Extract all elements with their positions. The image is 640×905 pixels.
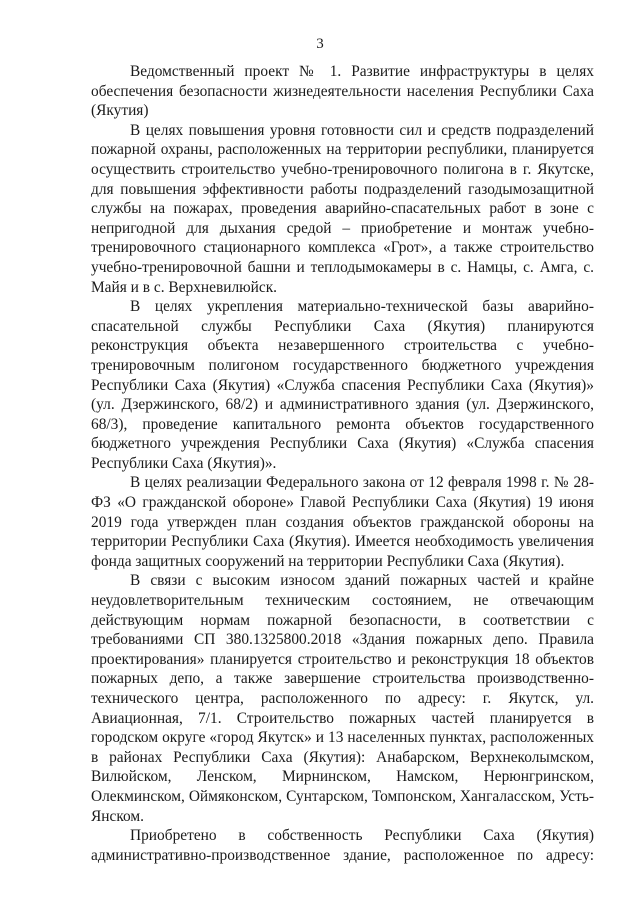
page-number: 3: [316, 36, 324, 52]
paragraph-fire-depots: В связи с высоким износом зданий пожарных частей и крайне неудовлетворительным техническим состоянием, не отвечающим действующим нормам пожарной безопасности, в соответствии с требованиями СП 380.1325800.2018 «Здания пожарных депо. Правила проектирования» планируется строительство и реконструкция 18 объектов пожарных депо, а также завершение строительства производственно-технического центра, расположенного по адресу: г. Якутск, ул. Авиационная, 7/1. Строительство пожарных частей планируется в городском округе «город Якутск» и 13 населенных пунктах, расположенных в районах Республики Саха (Якутия): Анабарском, Верхнеколымском, Вилюйском, Ленском, Мирнинском, Намском, Нерюнгринском, Олекминском, Оймяконском, Сунтарском, Томпонском, Хангаласском, Усть-Янском.: [91, 572, 594, 825]
paragraph-acquired-building: Приобретено в собственность Республики Саха (Якутия) административно-производственное здание, расположенное по адресу:: [91, 827, 594, 864]
paragraph-rescue-service: В целях укрепления материально-технической базы аварийно-спасательной службы Республики Саха (Якутия) планируются реконструкция объекта незавершенного строительства с учебно-тренировочным полигоном государственного бюджетного учреждения Республики Саха (Якутия) «Служба спасения Республики Саха (Якутия)» (ул. Дзержинского, 68/2) и административного здания (ул. Дзержинского, 68/3), проведение капитального ремонта объектов государственного бюджетного учреждения Республики Саха (Якутия) «Служба спасения Республики Саха (Якутия)».: [91, 298, 594, 472]
paragraph-civil-defense: В целях реализации Федерального закона от 12 февраля 1998 г. № 28-ФЗ «О гражданской обороне» Главой Республики Саха (Якутия) 19 июня 2019 года утвержден план создания объектов гражданской обороны на территории Республики Саха (Якутия). Имеется необходимость увеличения фонда защитных сооружений на территории Республики Саха (Якутия).: [91, 474, 594, 570]
paragraph-training-polygon: В целях повышения уровня готовности сил и средств подразделений пожарной охраны, расположенных на территории республики, планируется осуществить строительство учебно-тренировочного полигона в г. Якутске, для повышения эффективности работы подразделений газодымозащитной службы на пожарах, проведения аварийно-спасательных работ в зоне с непригодной для дыхания средой – приобретение и монтаж учебно-тренировочного стационарного комплекса «Грот», а также строительство учебно-тренировочной башни и теплодымокамеры в с. Намцы, с. Амга, с. Майя и в с. Верхневилюйск.: [91, 121, 594, 296]
document-body: [91, 62, 594, 865]
paragraph-project-heading: Ведомственный проект № 1. Развитие инфраструктуры в целях обеспечения безопасности жизнедеятельности населения Республики Саха (Якутия): [91, 63, 594, 120]
